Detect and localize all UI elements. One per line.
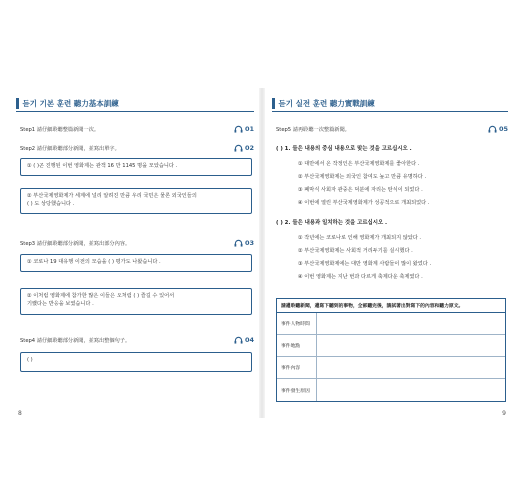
track-number: 04 xyxy=(244,336,254,344)
section-bar xyxy=(16,98,19,109)
table-row xyxy=(277,335,505,357)
page-number: 8 xyxy=(18,410,22,417)
track-number: 03 xyxy=(244,239,254,247)
question-2: ( ) 2. 들은 내용과 일치하는 것을 고르십시오 . xyxy=(276,220,388,226)
book-fold xyxy=(259,88,265,418)
answer-box-4[interactable] xyxy=(20,288,252,315)
q1-option[interactable]: ④ 이번에 열린 부산국제영화제가 성공적으로 개최되었다 . xyxy=(298,200,430,206)
notes-table xyxy=(276,298,506,402)
q2-option[interactable]: ① 작년에는 코로나로 인해 영화제가 개최되지 않았다 . xyxy=(298,235,422,241)
right-page xyxy=(272,88,508,418)
step-text: Step5 請再聆聽一次整篇新聞。 xyxy=(276,126,350,133)
step-text: Step4 請仔細聆聽部分新聞，並寫出整個句子。 xyxy=(20,337,131,344)
section-title: 듣기 실전 훈련 聽力實戰訓練 xyxy=(278,99,375,108)
row-label: 事件地點 xyxy=(277,335,317,356)
row-input[interactable] xyxy=(317,313,505,334)
box-line: 기뻤다는 반응을 보였습니다 . xyxy=(27,301,94,308)
q1-option[interactable]: ① 대만에서 온 작정인은 부산국제영화제를 좋아한다 . xyxy=(298,161,420,167)
row-label: 事件發生原因 xyxy=(277,379,317,401)
headphones-icon xyxy=(234,144,243,152)
box-line: ① 코로나 19 대유행 이전의 모습을 ( ) 평가도 나왔습니다 . xyxy=(27,259,161,265)
step-text: Step1 請仔細聆聽整篇新聞一次。 xyxy=(20,126,100,133)
row-label: 事件人物時間 xyxy=(277,313,317,334)
section-header xyxy=(272,96,508,112)
row-input[interactable] xyxy=(317,357,505,378)
headphones-icon xyxy=(488,125,497,133)
box-line: ① ( )곤 진행된 이번 영화제는 관객 16 만 1145 명을 모았습니다 . xyxy=(27,163,178,169)
table-row xyxy=(277,357,505,379)
q2-option[interactable]: ② 부산국제영화제는 사회적 거리두기를 실시했다 . xyxy=(298,248,413,254)
q2-option[interactable]: ③ 부산국제영화제에는 대만 영화계 사람들이 많이 왔었다 . xyxy=(298,261,432,267)
question-1: ( ) 1. 들은 내용의 중심 내용으로 맞는 것을 고르십시오 . xyxy=(276,146,412,152)
answer-box-5[interactable] xyxy=(20,352,252,372)
row-input[interactable] xyxy=(317,379,505,401)
step-5 xyxy=(276,124,508,134)
box-line: ( ) xyxy=(27,357,33,363)
q1-option[interactable]: ② 부산국제영화제는 외국인 참여도 높고 만큼 유명하다 . xyxy=(298,174,427,180)
audio-track[interactable] xyxy=(488,125,508,133)
headphones-icon xyxy=(234,239,243,247)
table-row xyxy=(277,379,505,401)
audio-track[interactable] xyxy=(234,239,254,247)
row-label: 事件內容 xyxy=(277,357,317,378)
answer-box-3[interactable] xyxy=(20,254,252,272)
section-title: 듣기 기본 훈련 聽力基本訓練 xyxy=(22,99,119,108)
row-input[interactable] xyxy=(317,335,505,356)
table-row xyxy=(277,313,505,335)
answer-box-2[interactable] xyxy=(20,188,252,214)
section-header xyxy=(16,96,254,112)
box-line: ② 이처럼 영화제에 참가한 많은 이들은 오처럼 ( ) 즐길 수 있어서 xyxy=(27,293,175,299)
audio-track[interactable] xyxy=(234,336,254,344)
left-page xyxy=(16,88,254,418)
track-number: 02 xyxy=(244,144,254,152)
step-1 xyxy=(20,124,254,134)
q1-option[interactable]: ③ 폐막식 사회자 관중은 덕분에 자리는 탄식이 되었다 . xyxy=(298,187,423,193)
step-4 xyxy=(20,335,254,345)
audio-track[interactable] xyxy=(234,125,254,133)
step-text: Step3 請仔細聆聽部分新聞，並寫出部分內容。 xyxy=(20,240,131,247)
box-line: ② 부산국제영화제가 세계에 널리 알려진 만큼 우리 국민은 물론 외국인들의 xyxy=(27,193,197,199)
section-bar xyxy=(272,98,275,109)
step-3 xyxy=(20,238,254,248)
headphones-icon xyxy=(234,336,243,344)
table-header: 請邊聆聽新聞，邊寫下聽到的事物，全部聽完後，請試著出對寫下的內容和聽力原文。 xyxy=(277,299,505,313)
headphones-icon xyxy=(234,125,243,133)
answer-box-1[interactable] xyxy=(20,158,252,176)
audio-track[interactable] xyxy=(234,144,254,152)
box-line: ( ) 도 상당했습니다 . xyxy=(27,201,75,208)
step-text: Step2 請仔細聆聽部分新聞，並寫出單字。 xyxy=(20,145,120,152)
q2-option[interactable]: ④ 이번 영화제는 지난 번과 다르게 축제다운 축제였다 . xyxy=(298,274,423,280)
track-number: 01 xyxy=(244,125,254,133)
page-number: 9 xyxy=(502,410,506,417)
track-number: 05 xyxy=(498,125,508,133)
step-2 xyxy=(20,143,254,153)
